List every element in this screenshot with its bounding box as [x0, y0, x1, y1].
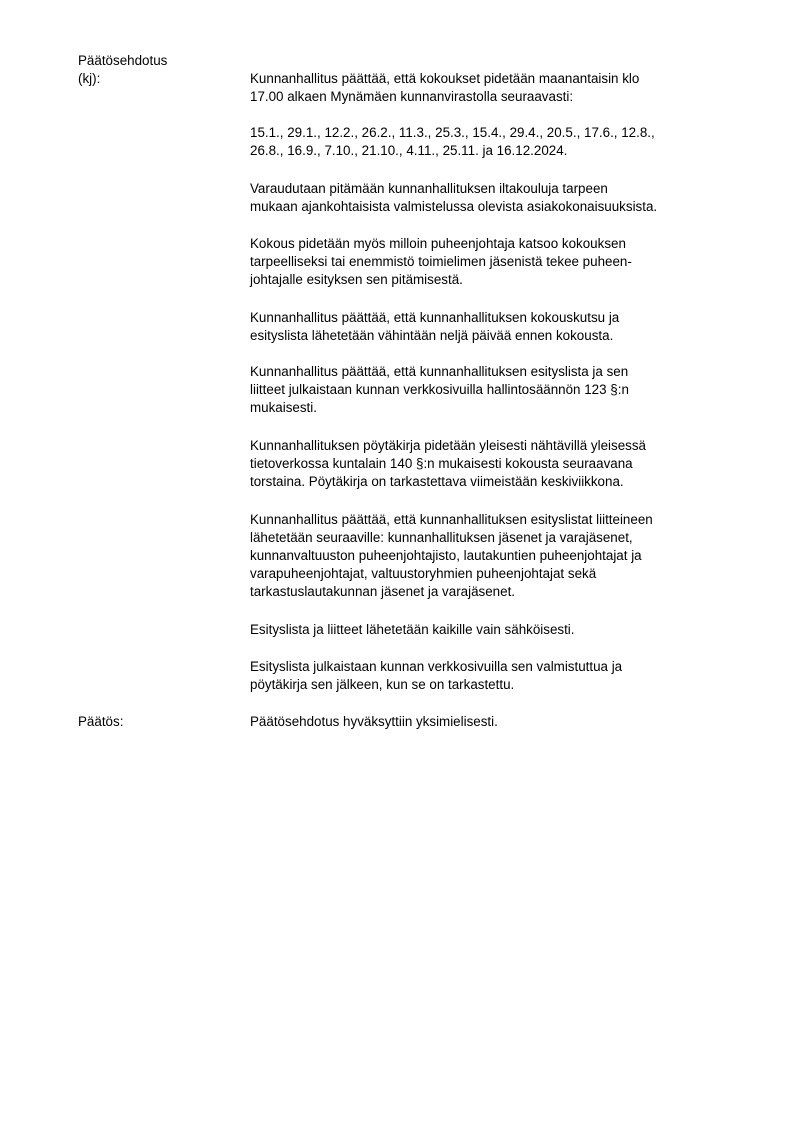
paragraph-line: mukaisesti. — [250, 400, 317, 415]
paragraph-meeting-dates — [250, 124, 750, 160]
paragraph-line: mukaan ajankohtaisista valmistelussa olevista asiakokonaisuuksista. — [250, 199, 658, 214]
paragraph-line: pöytäkirja sen jälkeen, kun se on tarkastettu. — [250, 677, 515, 692]
proposal-label-line1: Päätösehdotus — [78, 53, 168, 68]
proposal-label-line2: (kj): — [78, 71, 101, 86]
paragraph-line: Kunnanhallitus päättää, että kunnanhallituksen kokouskutsu ja — [250, 310, 620, 325]
paragraph-agenda-publication — [250, 363, 750, 417]
paragraph-distribution — [250, 511, 750, 601]
paragraph-line: lähetetään seuraaville: kunnanhallituksen jäsenet ja varajäsenet, — [250, 530, 633, 545]
paragraph-line: tietoverkossa kuntalain 140 §:n mukaisesti kokousta seuraavana — [250, 456, 633, 471]
paragraph-extra-meetings — [250, 235, 750, 289]
paragraph-line: liitteet julkaistaan kunnan verkkosivuilla hallintosäännön 123 §:n — [250, 382, 629, 397]
paragraph-minutes — [250, 437, 750, 491]
paragraph-line: Kunnanhallitus päättää, että kunnanhallituksen esityslistat liitteineen — [250, 512, 653, 527]
paragraph-line: tarpeelliseksi tai enemmistö toimielimen jäsenistä tekee puheen- — [250, 254, 632, 269]
paragraph-line: Kunnanhallitus päättää, että kunnanhallituksen esityslista ja sen — [250, 364, 629, 379]
paragraph-line: Esityslista julkaistaan kunnan verkkosivuilla sen valmistuttua ja — [250, 659, 623, 674]
paragraph-line: Varaudutaan pitämään kunnanhallituksen iltakouluja tarpeen — [250, 181, 608, 196]
paragraph-line: Kokous pidetään myös milloin puheenjohtaja katsoo kokouksen — [250, 236, 626, 251]
paragraph-evening-sessions — [250, 180, 750, 216]
paragraph-line: varapuheenjohtajat, valtuustoryhmien puheenjohtajat sekä — [250, 566, 597, 581]
decision-label: Päätös: — [78, 714, 124, 729]
paragraph-line: johtajalle esityksen sen pitämisestä. — [250, 272, 463, 287]
paragraph-web-publication — [250, 658, 750, 694]
paragraph-line: 15.1., 29.1., 12.2., 26.2., 11.3., 25.3., 15.4., 29.4., 20.5., 17.6., 12.8., — [250, 125, 655, 140]
paragraph-line: 26.8., 16.9., 7.10., 21.10., 4.11., 25.11. ja 16.12.2024. — [250, 143, 568, 158]
decision-text: Päätösehdotus hyväksyttiin yksimielisesti. — [250, 714, 498, 729]
paragraph-line: Kunnanhallituksen pöytäkirja pidetään yleisesti nähtävillä yleisessä — [250, 438, 647, 453]
paragraph-line: esityslista lähetetään vähintään neljä päivää ennen kokousta. — [250, 328, 614, 343]
paragraph-line: Kunnanhallitus päättää, että kokoukset pidetään maanantaisin klo — [250, 71, 640, 86]
paragraph-electronic-delivery — [250, 621, 750, 639]
paragraph-line: tarkastuslautakunnan jäsenet ja varajäsenet. — [250, 584, 516, 599]
paragraph-meeting-schedule — [250, 70, 750, 106]
paragraph-invitation — [250, 309, 750, 345]
paragraph-line: torstaina. Pöytäkirja on tarkastettava viimeistään keskiviikkona. — [250, 474, 624, 489]
paragraph-line: 17.00 alkaen Mynämäen kunnanvirastolla seuraavasti: — [250, 89, 574, 104]
paragraph-line: kunnanvaltuuston puheenjohtajisto, lautakuntien puheenjohtajat ja — [250, 548, 642, 563]
paragraph-line: Esityslista ja liitteet lähetetään kaikille vain sähköisesti. — [250, 622, 575, 637]
